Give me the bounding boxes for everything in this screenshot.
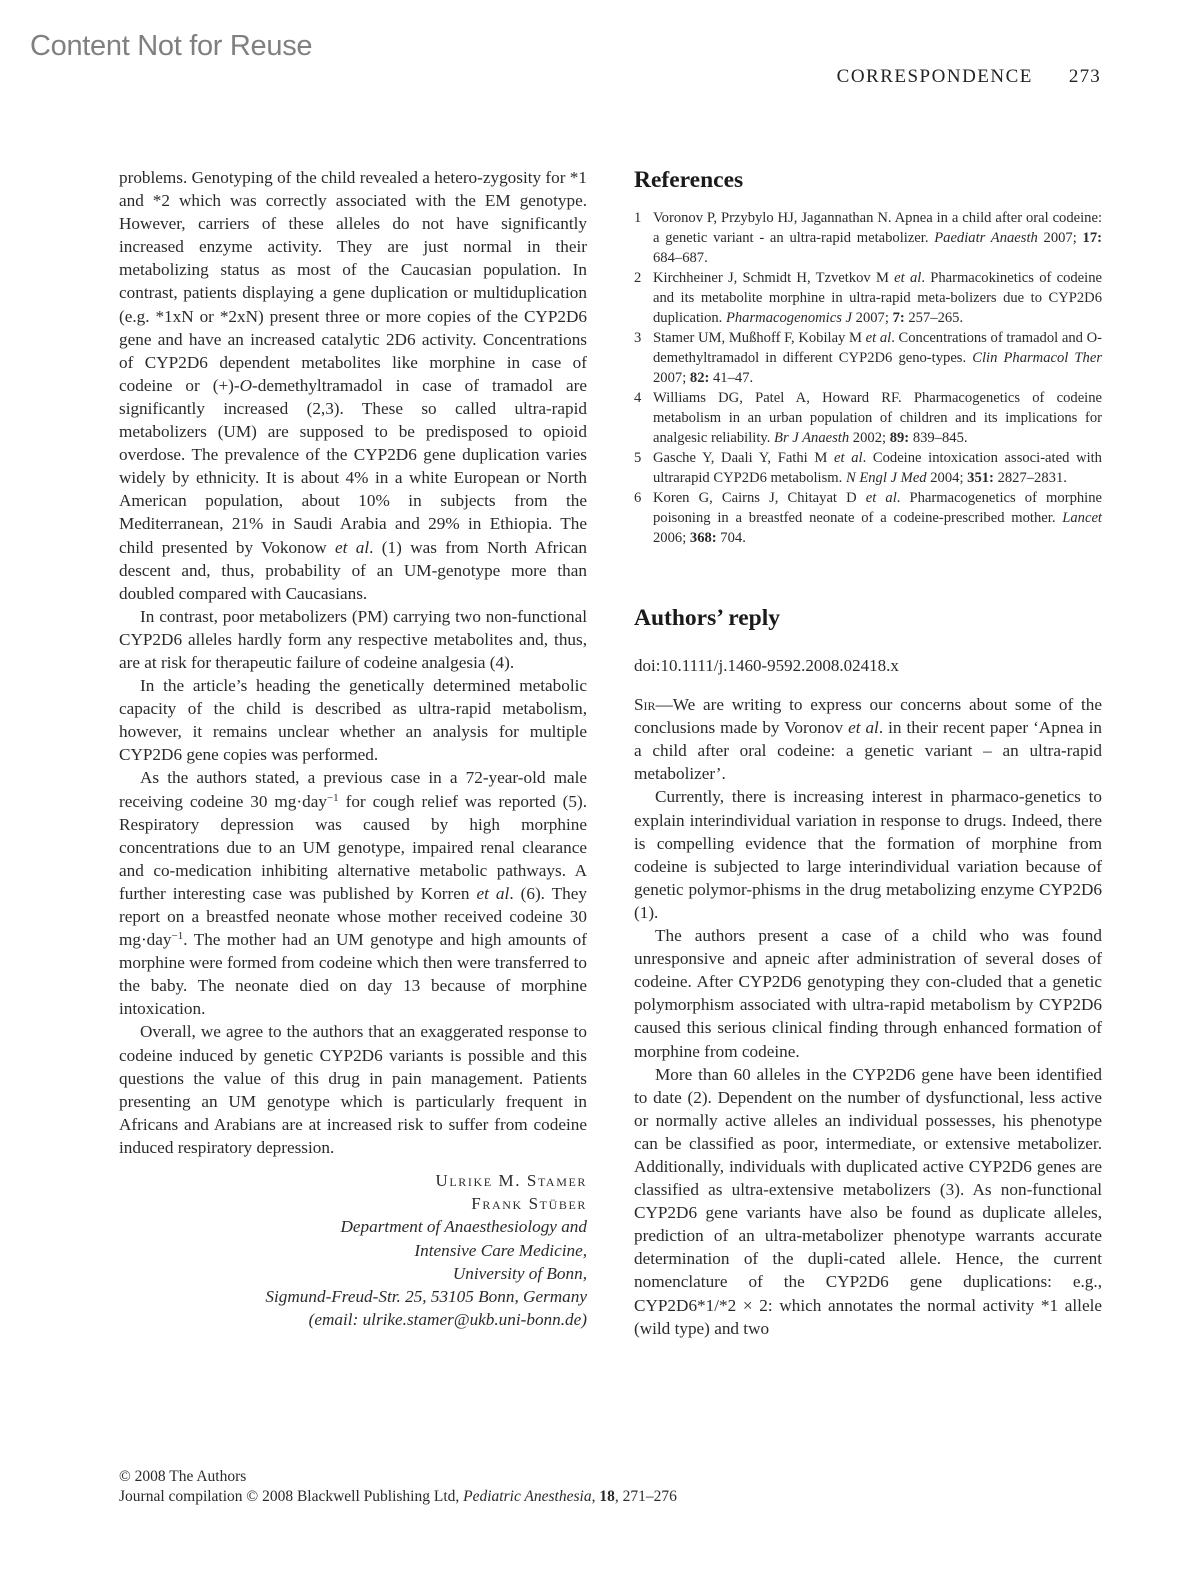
section-title: CORRESPONDENCE — [836, 66, 1033, 87]
page-footer — [119, 1467, 677, 1507]
authors-reply-heading: Authors’ reply — [634, 605, 781, 631]
affiliation-line: University of Bonn, — [452, 1263, 587, 1283]
doi: doi:10.1111/j.1460-9592.2008.02418.x — [634, 656, 899, 675]
affiliation-line: Intensive Care Medicine, — [414, 1240, 587, 1260]
affiliation-line: Sigmund-Freud-Str. 25, 53105 Bonn, Germany — [265, 1287, 587, 1307]
body-paragraph: Currently, there is increasing interest in pharmaco-genetics to explain interindividual variation in response to drugs. Indeed, there is compelling evidence that the formation of morphine from codeine is subjected to large interindividual variation because of genetic polymor-phisms in the drug metabolizing enzyme CYP2D6 (1). — [634, 787, 1102, 922]
body-paragraph: In contrast, poor metabolizers (PM) carrying two non-functional CYP2D6 alleles hardly form any respective metabolites and, thus, are at risk for therapeutic failure of codeine analgesia (4). — [119, 606, 587, 672]
body-paragraph: Sir—We are writing to express our concerns about some of the conclusions made by Voronov et al. in their recent paper ‘Apnea in a child after oral codeine: a genetic variant – an ultra-rapid metabolizer’. — [634, 695, 1103, 784]
body-paragraph: The authors present a case of a child who was found unresponsive and apneic after administration of several doses of codeine. After CYP2D6 genotyping they con-cluded that a genetic polymorphism associated with ultra-rapid metabolism by CYP2D6 caused this serious clinical finding through enhanced formation of morphine from codeine. — [634, 926, 1102, 1061]
body-paragraph: problems. Genotyping of the child revealed a hetero-zygosity for *1 and *2 which was correctly associated with the EM genotype. However, carriers of these alleles do not have significantly increased enzyme activity. They are just normal in their metabolizing status as most of the Caucasian population. In contrast, patients displaying a gene duplication or multiduplication (e.g. *1xN or *2xN) present three or more copies of the CYP2D6 gene and have an increased catalytic 2D6 activity. Concentrations of CYP2D6 dependent metabolites like morphine in case of codeine or (+)-O-demethyltramadol in case of tramadol are significantly increased (2,3). These so called ultra-rapid metabolizers (UM) are supposed to be predisposed to opioid overdose. The prevalence of the CYP2D6 gene duplication varies widely by ethnicity. It is about 4% in a white European or North American population, about 10% in subjects from the Mediterranean, 21% in Saudi Arabia and 29% in Ethiopia. The child presented by Vokonow et al. (1) was from North African descent and, thus, probability of an UM-genotype more than doubled compared with Caucasians. — [119, 168, 588, 603]
body-paragraph: More than 60 alleles in the CYP2D6 gene have been identified to date (2). Dependent on the number of dysfunctional, less active or normally active alleles an individual possesses, his phenotype can be classified as poor, intermediate, or extensive metabolizer. Additionally, individuals with duplicated active CYP2D6 genes are classified as ultra-extensive metabolizers (3). As non-functional CYP2D6 gene variants have also be found as duplicate alleles, prediction of an ultra-metabolizer phenotype warrants accurate determination of the dupli-cated allele. Hence, the current nomenclature of the CYP2D6 gene duplications: e.g., CYP2D6*1/*2 × 2: which annotates the normal activity *1 allele (wild type) and two — [634, 1064, 1102, 1338]
copyright-line: © 2008 The Authors — [119, 1468, 247, 1485]
reference-item: 2 Kirchheiner J, Schmidt H, Tzvetkov M et al. Pharmacokinetics of codeine and its metabolite morphine in ultra-rapid meta-bolizers due to CYP2D6 duplication. Pharmacogenomics J 2007; 7: 257–265. — [634, 270, 1102, 326]
reference-item: 6 Koren G, Cairns J, Chitayat D et al. Pharmacogenetics of morphine poisoning in a breastfed neonate of a codeine-prescribed mother. Lancet 2006; 368: 704. — [634, 490, 1102, 546]
left-column — [119, 166, 587, 1331]
references-heading: References — [634, 167, 744, 193]
journal-citation-line: Journal compilation © 2008 Blackwell Publishing Ltd, Pediatric Anesthesia, 18, 271–276 — [119, 1488, 677, 1505]
author-email: (email: ulrike.stamer@ukb.uni-bonn.de) — [308, 1310, 587, 1330]
reference-item: 1 Voronov P, Przybylo HJ, Jagannathan N. Apnea in a child after oral codeine: a genetic variant - an ultra-rapid metabolizer. Paediatr Anaesth 2007; 17: 684–687. — [634, 210, 1102, 266]
running-head — [837, 66, 1101, 88]
watermark: Content Not for Reuse — [30, 30, 313, 62]
body-paragraph: Overall, we agree to the authors that an exaggerated response to codeine induced by genetic CYP2D6 variants is possible and this questions the value of this drug in pain management. Patients presenting an UM genotype which is particularly frequent in Africans and Arabians are at increased risk to suffer from codeine induced respiratory depression. — [119, 1022, 587, 1157]
signature-block — [119, 1169, 587, 1331]
body-paragraph: In the article’s heading the genetically determined metabolic capacity of the child is described as ultra-rapid metabolism, however, it remains unclear whether an analysis for multiple CYP2D6 gene copies was performed. — [119, 676, 587, 765]
reference-item: 3 Stamer UM, Mußhoff F, Kobilay M et al. Concentrations of tramadol and O-demethyltramadol in different CYP2D6 geno-types. Clin Pharmacol Ther 2007; 82: 41–47. — [634, 330, 1103, 386]
reference-item: 5 Gasche Y, Daali Y, Fathi M et al. Codeine intoxication associ-ated with ultrarapid CYP2D6 metabolism. N Engl J Med 2004; 351: 2827–2831. — [634, 450, 1102, 486]
author-name: Frank Stüber — [471, 1194, 587, 1214]
page-number: 273 — [1068, 66, 1101, 87]
author-name: Ulrike M. Stamer — [435, 1171, 587, 1191]
affiliation-line: Department of Anaesthesiology and — [340, 1217, 587, 1237]
reference-item: 4 Williams DG, Patel A, Howard RF. Pharmacogenetics of codeine metabolism in an urban population of children and its implications for analgesic reliability. Br J Anaesth 2002; 89: 839–845. — [634, 390, 1102, 446]
body-paragraph: As the authors stated, a previous case in a 72-year-old male receiving codeine 30 mg·day$^{-1}$ for cough relief was reported (5). Respiratory depression was caused by high morphine concentrations due to an UM genotype, impaired renal clearance and co-medication inhibiting alternative metabolic pathways. A further interesting case was published by Korren et al. (6). They report on a breastfed neonate whose mother received codeine 30 mg·day$^{-1}$. The mother had an UM genotype and high amounts of morphine were formed from codeine which then were transferred to the baby. The neonate died on day 13 because of morphine intoxication. — [119, 768, 588, 1019]
reference-list — [634, 208, 1102, 548]
right-column — [634, 166, 1102, 1340]
